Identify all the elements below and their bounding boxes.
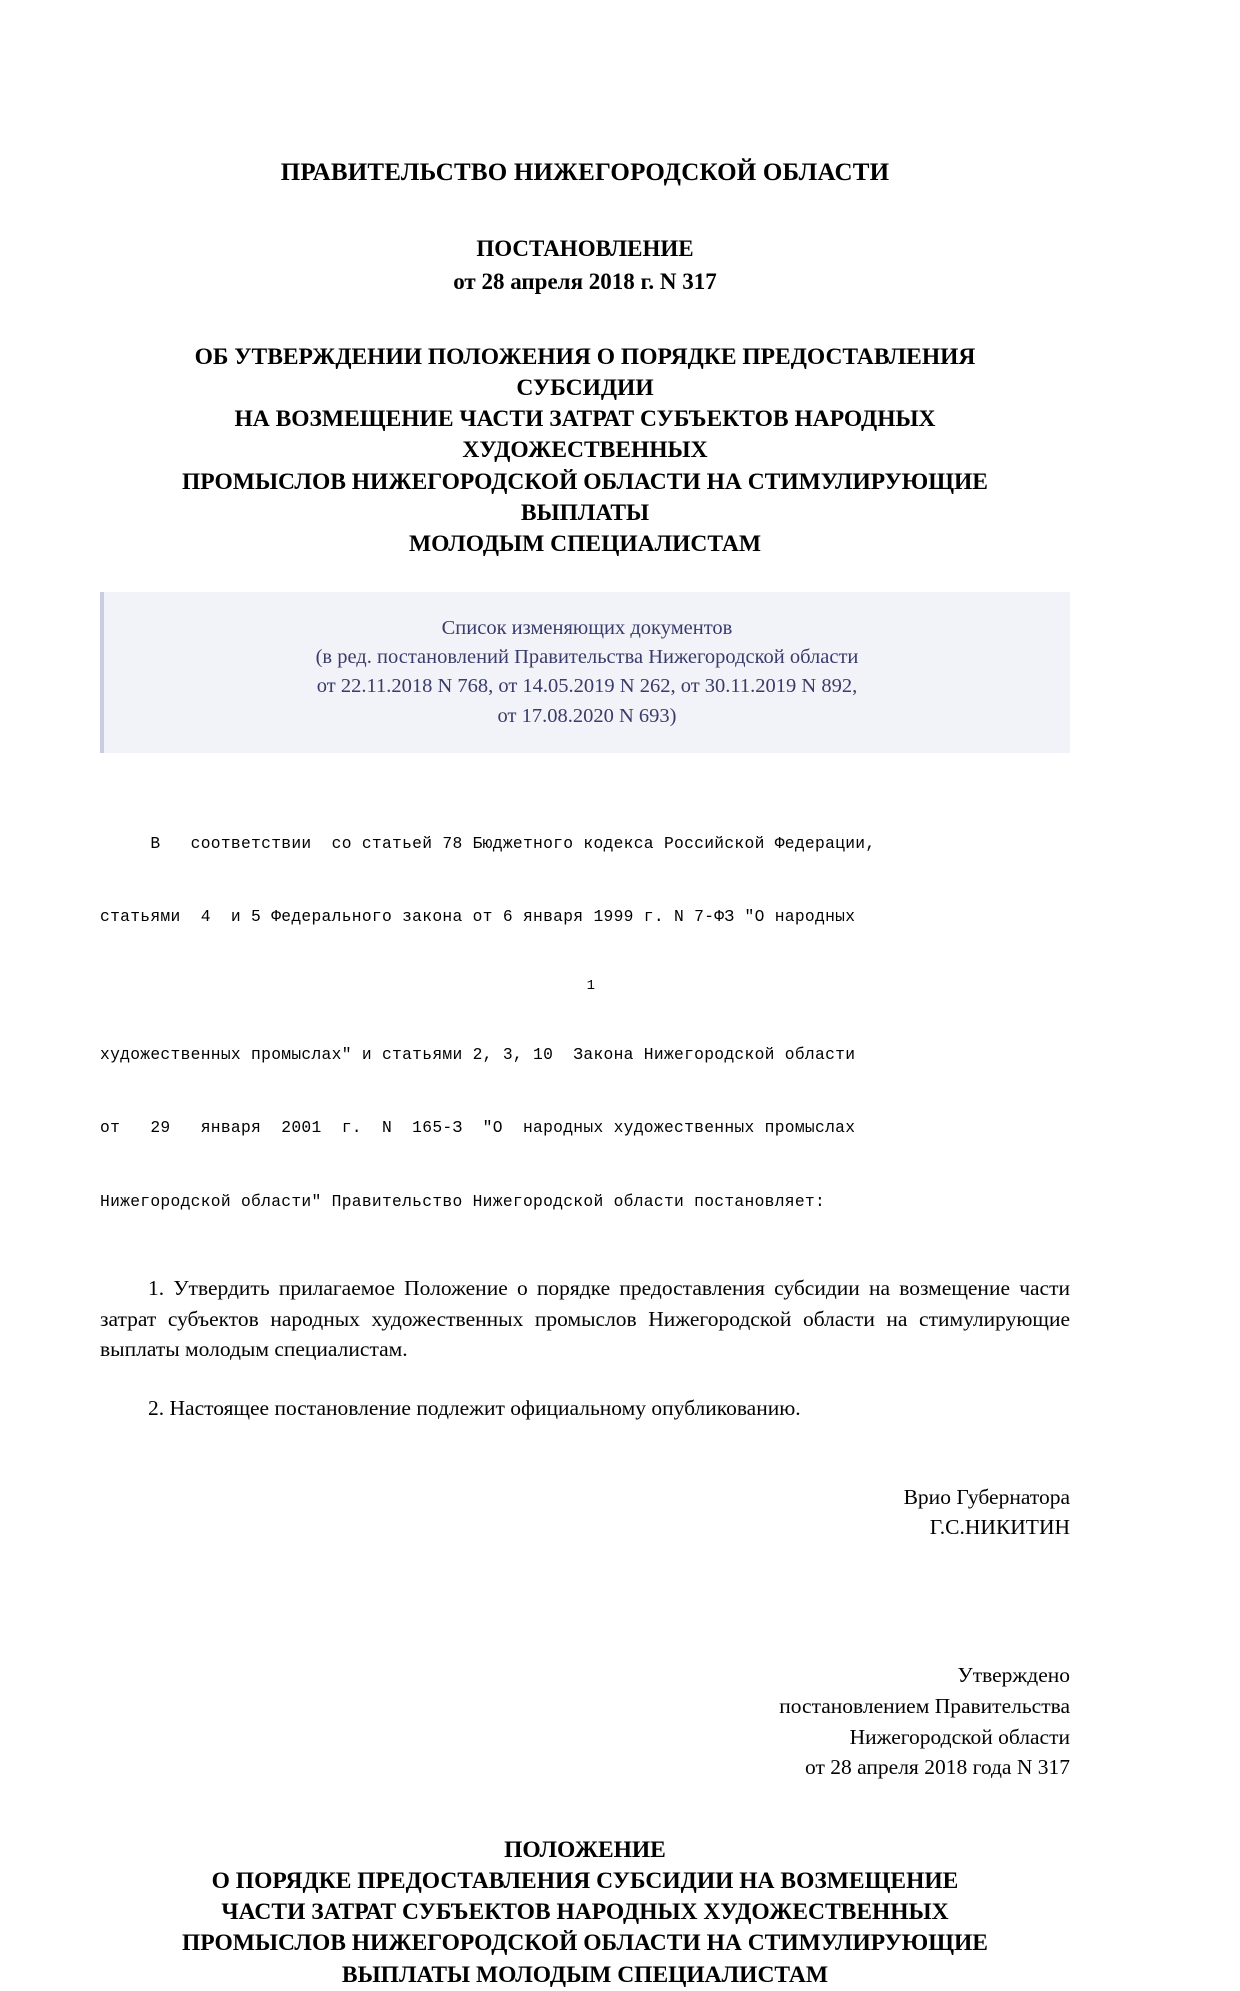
regulation-title [100,1835,1070,1991]
amendments-heading: Список изменяющих документов [441,617,733,640]
main-title-line-4: ХУДОЖЕСТВЕННЫХ [462,437,708,464]
main-title-line-7: МОЛОДЫМ СПЕЦИАЛИСТАМ [408,531,762,557]
main-title-line-3: НА ВОЗМЕЩЕНИЕ ЧАСТИ ЗАТРАТ СУБЪЕКТОВ НАРОДНЫХ [234,406,936,432]
amendments-line-3: от 17.08.2020 N 693) [497,704,677,727]
regulation-title-line-4: ПРОМЫСЛОВ НИЖЕГОРОДСКОЙ ОБЛАСТИ НА СТИМУЛИРУЮЩИЕ [182,1930,988,1957]
approval-line-3: Нижегородской области [849,1724,1070,1749]
main-title-line-6: ВЫПЛАТЫ [520,499,650,526]
regulation-title-line-1: ПОЛОЖЕНИЕ [504,1836,666,1863]
preamble-line-4: от 29 января 2001 г. N 165-З "О народных художественных промыслах [100,1118,856,1138]
approval-line-2: постановлением Правительства [779,1693,1070,1718]
preamble-line-5: Нижегородской области" Правительство Нижегородской области постановляет: [100,1191,826,1211]
preamble-line-1: В соответствии со статьей 78 Бюджетного кодекса Российской Федерации, [100,833,876,853]
regulation-title-line-3: ЧАСТИ ЗАТРАТ СУБЪЕКТОВ НАРОДНЫХ ХУДОЖЕСТВЕННЫХ [221,1899,949,1926]
amendments-line-1: (в ред. постановлений Правительства Нижегородской области [315,646,859,669]
amendments-box [100,592,1070,752]
preamble-block [100,783,1070,1263]
amendments-line-2: от 22.11.2018 N 768, от 14.05.2019 N 262, от 30.11.2019 N 892, [316,675,858,698]
signature-block [100,1483,1070,1542]
regulation-title-line-2: О ПОРЯДКЕ ПРЕДОСТАВЛЕНИЯ СУБСИДИИ НА ВОЗМЕЩЕНИЕ [211,1867,959,1894]
document-content [100,0,1070,1991]
signatory-position: Врио Губернатора [903,1485,1070,1510]
document-main-title [100,297,1070,561]
approval-line-4: от 28 апреля 2018 года N 317 [805,1755,1070,1780]
clause-item-1: 1. Утвердить прилагаемое Положение о порядке предоставления субсидии на возмещение части затрат субъектов народных художественных промыслов Нижегородской области на стимулирующие выплаты молодым специалистам. [100,1276,1070,1362]
approval-line-1: Утверждено [957,1663,1070,1688]
main-title-line-5: ПРОМЫСЛОВ НИЖЕГОРОДСКОЙ ОБЛАСТИ НА СТИМУЛИРУЮЩИЕ [182,468,988,495]
document-kind: ПОСТАНОВЛЕНИЕ [476,236,694,261]
main-title-line-2: СУБСИДИИ [516,374,654,401]
approval-block [100,1660,1070,1782]
organization-title: ПРАВИТЕЛЬСТВО НИЖЕГОРОДСКОЙ ОБЛАСТИ [280,159,890,186]
signatory-name: Г.С.НИКИТИН [929,1514,1070,1539]
document-date-number: от 28 апреля 2018 г. N 317 [453,268,717,294]
regulation-title-line-5: ВЫПЛАТЫ МОЛОДЫМ СПЕЦИАЛИСТАМ [341,1961,829,1988]
preamble-line-2: статьями 4 и 5 Федерального закона от 6 января 1999 г. N 7-ФЗ "О народных [100,906,856,926]
main-title-line-1: ОБ УТВЕРЖДЕНИИ ПОЛОЖЕНИЯ О ПОРЯДКЕ ПРЕДОСТАВЛЕНИЯ [194,343,976,370]
clause-item-2: 2. Настоящее постановление подлежит официальному опубликованию. [148,1395,801,1420]
preamble-line-3: художественных промыслах" и статьями 2, 3, 10 Закона Нижегородской области [100,1045,856,1065]
preamble-superscript: 1 [586,978,596,995]
